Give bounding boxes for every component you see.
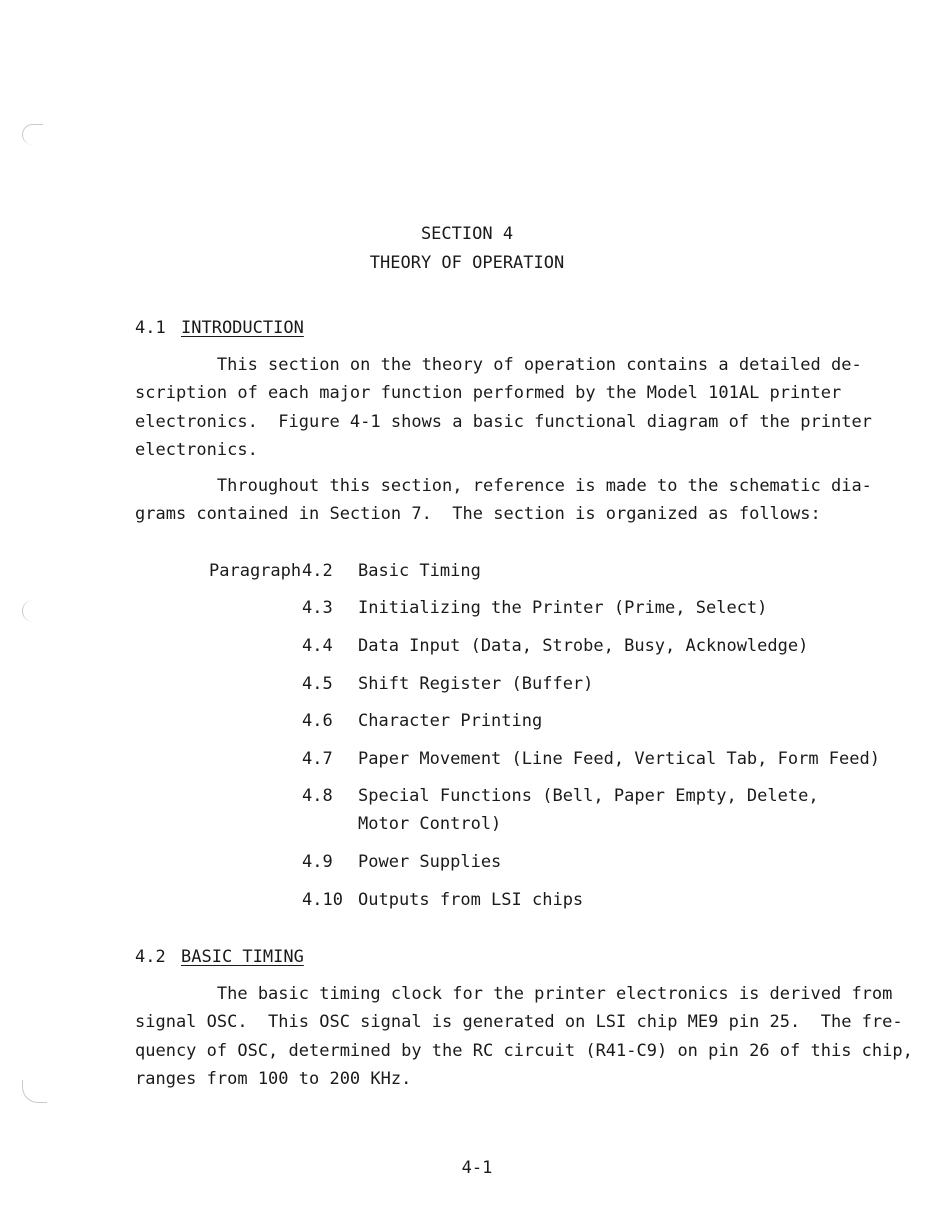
intro-paragraph-1: This section on the theory of operation contains a detailed de- scription of each major function performed by the Model 101AL printer electronics. Figure 4-1 shows a basic functional diagram of the printer electronics. bbox=[135, 355, 872, 461]
toc-item-number: 4.5 bbox=[302, 674, 333, 694]
toc-item-number: 4.3 bbox=[302, 598, 333, 618]
margin-mark-middle bbox=[22, 600, 33, 622]
toc-item-number: 4.6 bbox=[302, 711, 333, 731]
intro-number: 4.1 bbox=[135, 318, 166, 338]
toc-item-text: Character Printing bbox=[358, 711, 543, 731]
toc-item-number: 4.4 bbox=[302, 636, 333, 656]
toc-item-number: 4.10 bbox=[302, 890, 343, 910]
basic-timing-title: BASIC TIMING bbox=[181, 947, 304, 967]
section-label: SECTION 4 bbox=[420, 224, 514, 244]
basic-timing-paragraph: The basic timing clock for the printer electronics is derived from signal OSC. This OSC signal is generated on LSI chip ME9 pin 25. The fre- quency of OSC, determined by the RC circuit (R41-C9) on pin 26 of this chip, ranges from 100 to 200 KHz. bbox=[135, 984, 913, 1090]
intro-title: INTRODUCTION bbox=[181, 318, 304, 338]
section-title: THEORY OF OPERATION bbox=[369, 253, 565, 273]
toc-item-text: Data Input (Data, Strobe, Busy, Acknowledge) bbox=[358, 636, 809, 656]
toc-item-text: Paper Movement (Line Feed, Vertical Tab, Form Feed) bbox=[358, 749, 880, 769]
toc-item-text: Shift Register (Buffer) bbox=[358, 674, 594, 694]
toc-item-number: 4.8 bbox=[302, 786, 333, 806]
intro-paragraph-2: Throughout this section, reference is made to the schematic dia- grams contained in Section 7. The section is organized as follows: bbox=[135, 476, 872, 525]
toc-item-text: Special Functions (Bell, Paper Empty, Delete, Motor Control) bbox=[358, 786, 819, 835]
basic-timing-heading bbox=[135, 947, 304, 967]
toc-item-text: Outputs from LSI chips bbox=[358, 890, 584, 910]
toc-item-number: 4.2 bbox=[302, 561, 333, 581]
toc-lead-label: Paragraph bbox=[209, 561, 302, 581]
basic-timing-number: 4.2 bbox=[135, 947, 166, 967]
page-number: 4-1 bbox=[461, 1158, 493, 1178]
toc-item-text: Basic Timing bbox=[358, 561, 481, 581]
toc-item-text: Initializing the Printer (Prime, Select) bbox=[358, 598, 768, 618]
toc-item-number: 4.7 bbox=[302, 749, 333, 769]
margin-mark-top bbox=[22, 124, 43, 145]
toc-item-text: Power Supplies bbox=[358, 852, 502, 872]
toc-item bbox=[0, 782, 950, 842]
intro-heading bbox=[135, 318, 304, 338]
margin-mark-bottom bbox=[22, 1080, 47, 1103]
toc-item-number: 4.9 bbox=[302, 852, 333, 872]
